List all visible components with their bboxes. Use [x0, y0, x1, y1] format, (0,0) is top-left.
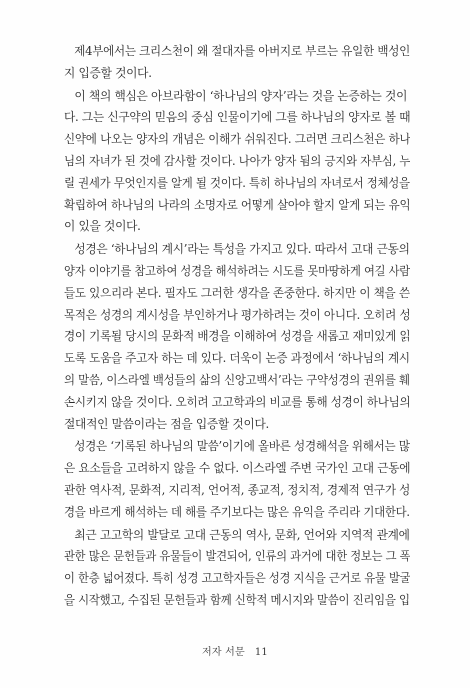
text-line: 이 책의 핵심은 아브라함이 ‘하나님의 양자’라는 것을 논증하는 것이	[64, 88, 408, 103]
paragraph	[64, 239, 410, 435]
text-line: 경이 기록될 당시의 문화적 배경을 이해하여 성경을 새롭고 재미있게 읽	[64, 329, 411, 344]
body-text	[64, 41, 410, 613]
page-number: 11	[254, 647, 268, 658]
text-line: 관한 많은 문헌들과 유물들이 발견되어, 인류의 과거에 대한 정보는 그 폭	[64, 549, 411, 564]
text-line: 관한 역사적, 문화적, 지리적, 언어적, 종교적, 정치적, 경제적 연구가 성	[64, 482, 411, 497]
paragraph	[64, 525, 410, 612]
text-line: 신약에 나오는 양자의 개념은 이해가 쉬워진다. 그러면 크리스천은 하나	[64, 132, 411, 147]
text-line: 양자 이야기를 참고하여 성경을 해석하려는 시도를 못마땅하게 여길 사람	[64, 263, 410, 278]
text-line: 은 요소들을 고려하지 않을 수 없다. 이스라엘 주변 국가인 고대 근동에	[64, 461, 410, 476]
text-line: 이 있을 것이다.	[64, 219, 141, 234]
paragraph	[64, 41, 410, 85]
text-line: 다. 그는 신구약의 믿음의 중심 인물이기에 그를 하나님의 양자로 볼 때	[64, 110, 410, 125]
text-line: 성경은 ‘하나님의 계시’라는 특성을 가지고 있다. 따라서 고대 근동의	[64, 242, 410, 257]
text-line: 님의 자녀가 된 것에 감사할 것이다. 나아가 양자 됨의 긍지와 자부심, 누	[64, 153, 410, 168]
text-line: 최근 고고학의 발달로 고대 근동의 역사, 문화, 언어와 지역적 관계에	[64, 527, 410, 542]
text-line: 지 입증할 것이다.	[64, 65, 152, 80]
text-line: 이 한층 넓어졌다. 특히 성경 고고학자들은 성경 지식을 근거로 유물 발굴	[64, 571, 411, 586]
text-line: 을 시작했고, 수집된 문헌들과 함께 신학적 메시지와 말씀이 진리임을 입	[64, 592, 410, 607]
text-line: 성경은 ‘기록된 하나님의 말씀’이기에 올바른 성경해석을 위해서는 많	[64, 439, 410, 454]
text-line: 절대적인 말씀이라는 점을 입증할 것이다.	[64, 416, 270, 431]
text-line: 도록 도움을 주고자 하는 데 있다. 더욱이 논증 과정에서 ‘하나님의 계시	[64, 351, 410, 366]
running-footer-title: 저자 서문	[202, 647, 245, 658]
paragraph	[64, 436, 410, 523]
text-line: 제4부에서는 크리스천이 왜 절대자를 아버지로 부르는 유일한 백성인	[64, 44, 410, 58]
text-line: 들도 있으리라 본다. 필자도 그러한 생각을 존중한다. 하지만 이 책을 쓴	[64, 285, 410, 300]
text-line: 확립하여 하나님의 나라의 소명자로 어떻게 살아야 할지 알게 되는 유익	[64, 197, 411, 212]
text-line: 목적은 성경의 계시성을 부인하거나 평가하려는 것이 아니다. 오히려 성	[64, 307, 411, 322]
text-line: 릴 권세가 무엇인지를 알게 될 것이다. 특히 하나님의 자녀로서 정체성을	[64, 175, 410, 190]
page-footer	[0, 643, 470, 658]
text-line: 의 말씀, 이스라엘 백성들의 삶의 신앙고백서’라는 구약성경의 권위를 훼	[64, 372, 410, 387]
paragraph	[64, 86, 410, 239]
text-line: 경을 바르게 해석하는 데 해를 주기보다는 많은 유익을 주리라 기대한다.	[64, 504, 410, 519]
text-line: 손시키지 않을 것이다. 오히려 고고학과의 비교를 통해 성경이 하나님의	[64, 394, 411, 409]
